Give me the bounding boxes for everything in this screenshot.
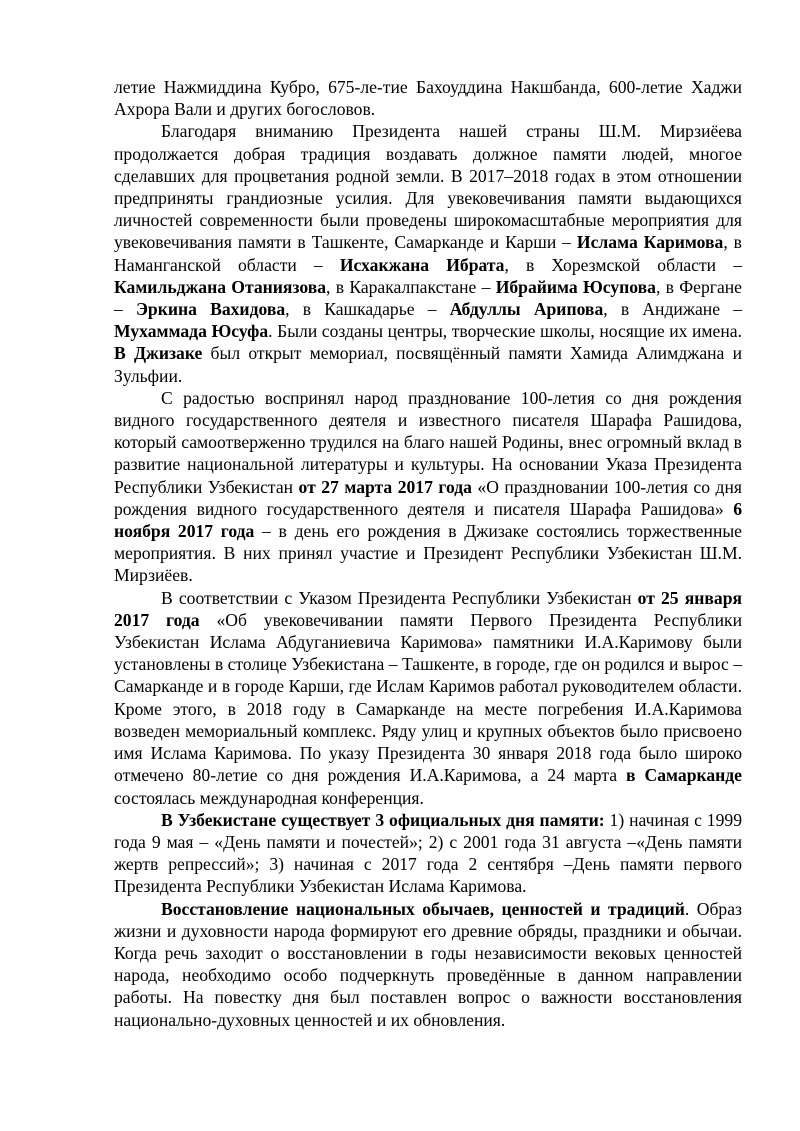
- text-run: «О праздновании 100-летия со дня рождения видного государственного деятеля и писателя Шарафа Рашидова»: [114, 476, 742, 519]
- bold-text-run: Ислама Каримова: [576, 232, 724, 253]
- bold-text-run: от 25 января 2017 года: [114, 587, 742, 630]
- bold-text-run: Исхакжана Ибрата: [339, 254, 505, 275]
- text-run: был открыт мемориал, посвящённый памяти Хамида Алимджана и Зульфии.: [114, 343, 742, 386]
- text-run: Благодаря вниманию Президента нашей страны Ш.М. Мирзиёева продолжается добрая традиция воздавать должное памяти людей, многое сделавших для процветания родной земли. В 2017–2018 годах в этом отношении предприняты грандиозные усилия. Для увековечивания памяти выдающихся личностей современности были проведены широкомасштабные мероприятия для увековечивания памяти в Ташкенте, Самарканде и Карши –: [114, 121, 742, 253]
- text-run: С радостью воспринял народ празднование 100-летия со дня рождения видного государственного деятеля и известного писателя Шарафа Рашидова, который самоотверженно трудился на благо нашей Родины, внес огромный вклад в развитие национальной литературы и культуры. На основании Указа Президента Республики Узбекистан: [114, 387, 742, 497]
- bold-text-run: от 27 марта 2017 года: [298, 476, 472, 497]
- bold-text-run: В Узбекистане существует 3 официальных дня памяти:: [161, 809, 605, 830]
- text-run: состоялась международная конференция.: [114, 787, 424, 808]
- paragraph: [114, 76, 742, 120]
- paragraph: [114, 387, 742, 587]
- bold-text-run: Мухаммада Юсуфа: [114, 321, 269, 342]
- paragraph: [114, 587, 742, 809]
- text-run: , в Фергане –: [114, 276, 742, 320]
- paragraph: [114, 120, 742, 386]
- text-run: летие Нажмиддина Кубро, 675-ле-тие Бахоуддина Накшбанда, 600-летие Хаджи Ахрора Вали и других богословов.: [114, 77, 742, 120]
- text-run: «Об увековечивании памяти Первого Президента Республики Узбекистан Ислама Абдуганиевича Каримова» памятники И.А.Каримову были установлены в столице Узбекистана – Ташкенте, в городе, где он родился и вырос – Самарканде и в городе Карши, где Ислам Каримов работал руководителем области. Кроме этого, в 2018 году в Самарканде на месте погребения И.А.Каримова возведен мемориальный комплекс. Ряду улиц и крупных объектов было присвоено имя Ислама Каримова. По указу Президента 30 января 2018 года было широко отмечено 80-летие со дня рождения И.А.Каримова, а 24 марта: [114, 609, 743, 786]
- bold-text-run: Ибрайима Юсупова: [495, 276, 656, 297]
- text-run: 1) начиная с 1999 года 9 мая – «День памяти и почестей»; 2) с 2001 года 31 августа –«День памяти жертв репрессий»; 3) начиная с 2017 года 2 сентября –День памяти первого Президента Республики Узбекистан Ислама Каримова.: [114, 809, 742, 897]
- text-run: , в Хорезмской области –: [504, 254, 742, 275]
- text-run: , в Андижане –: [603, 299, 742, 320]
- document-page: [114, 76, 742, 1031]
- bold-text-run: в Самарканде: [626, 765, 742, 786]
- text-run: – в день его рождения в Джизаке состоялись торжественные мероприятия. В них принял участие и Президент Республики Узбекистан Ш.М. Мирзиёев.: [114, 521, 742, 586]
- text-run: , в Наманганской области –: [114, 232, 742, 275]
- text-run: В соответствии с Указом Президента Республики Узбекистан: [161, 587, 638, 608]
- bold-text-run: Восстановление национальных обычаев, ценностей и традиций: [161, 898, 685, 919]
- bold-text-run: 6 ноября 2017 года: [114, 498, 742, 542]
- text-run: , в Каракалпакстане –: [326, 276, 496, 297]
- text-run: , в Кашкадарье –: [285, 299, 450, 320]
- bold-text-run: Абдуллы Арипова: [449, 299, 604, 320]
- text-run: . Были созданы центры, творческие школы, носящие их имена.: [268, 321, 742, 342]
- bold-text-run: В Джизаке: [114, 343, 203, 364]
- bold-text-run: Эркина Вахидова: [135, 299, 286, 320]
- bold-text-run: Камильджана Отаниязова: [114, 276, 327, 297]
- paragraph: [114, 809, 742, 898]
- paragraph: [114, 898, 742, 1031]
- text-run: . Образ жизни и духовности народа формируют его древние обряды, праздники и обычаи. Когда речь заходит о восстановлении в годы независимости вековых ценностей народа, необходимо особо подчеркнуть проведённые в данном направлении работы. На повестку дня был поставлен вопрос о важности восстановления национально-духовных ценностей и их обновления.: [114, 898, 742, 1030]
